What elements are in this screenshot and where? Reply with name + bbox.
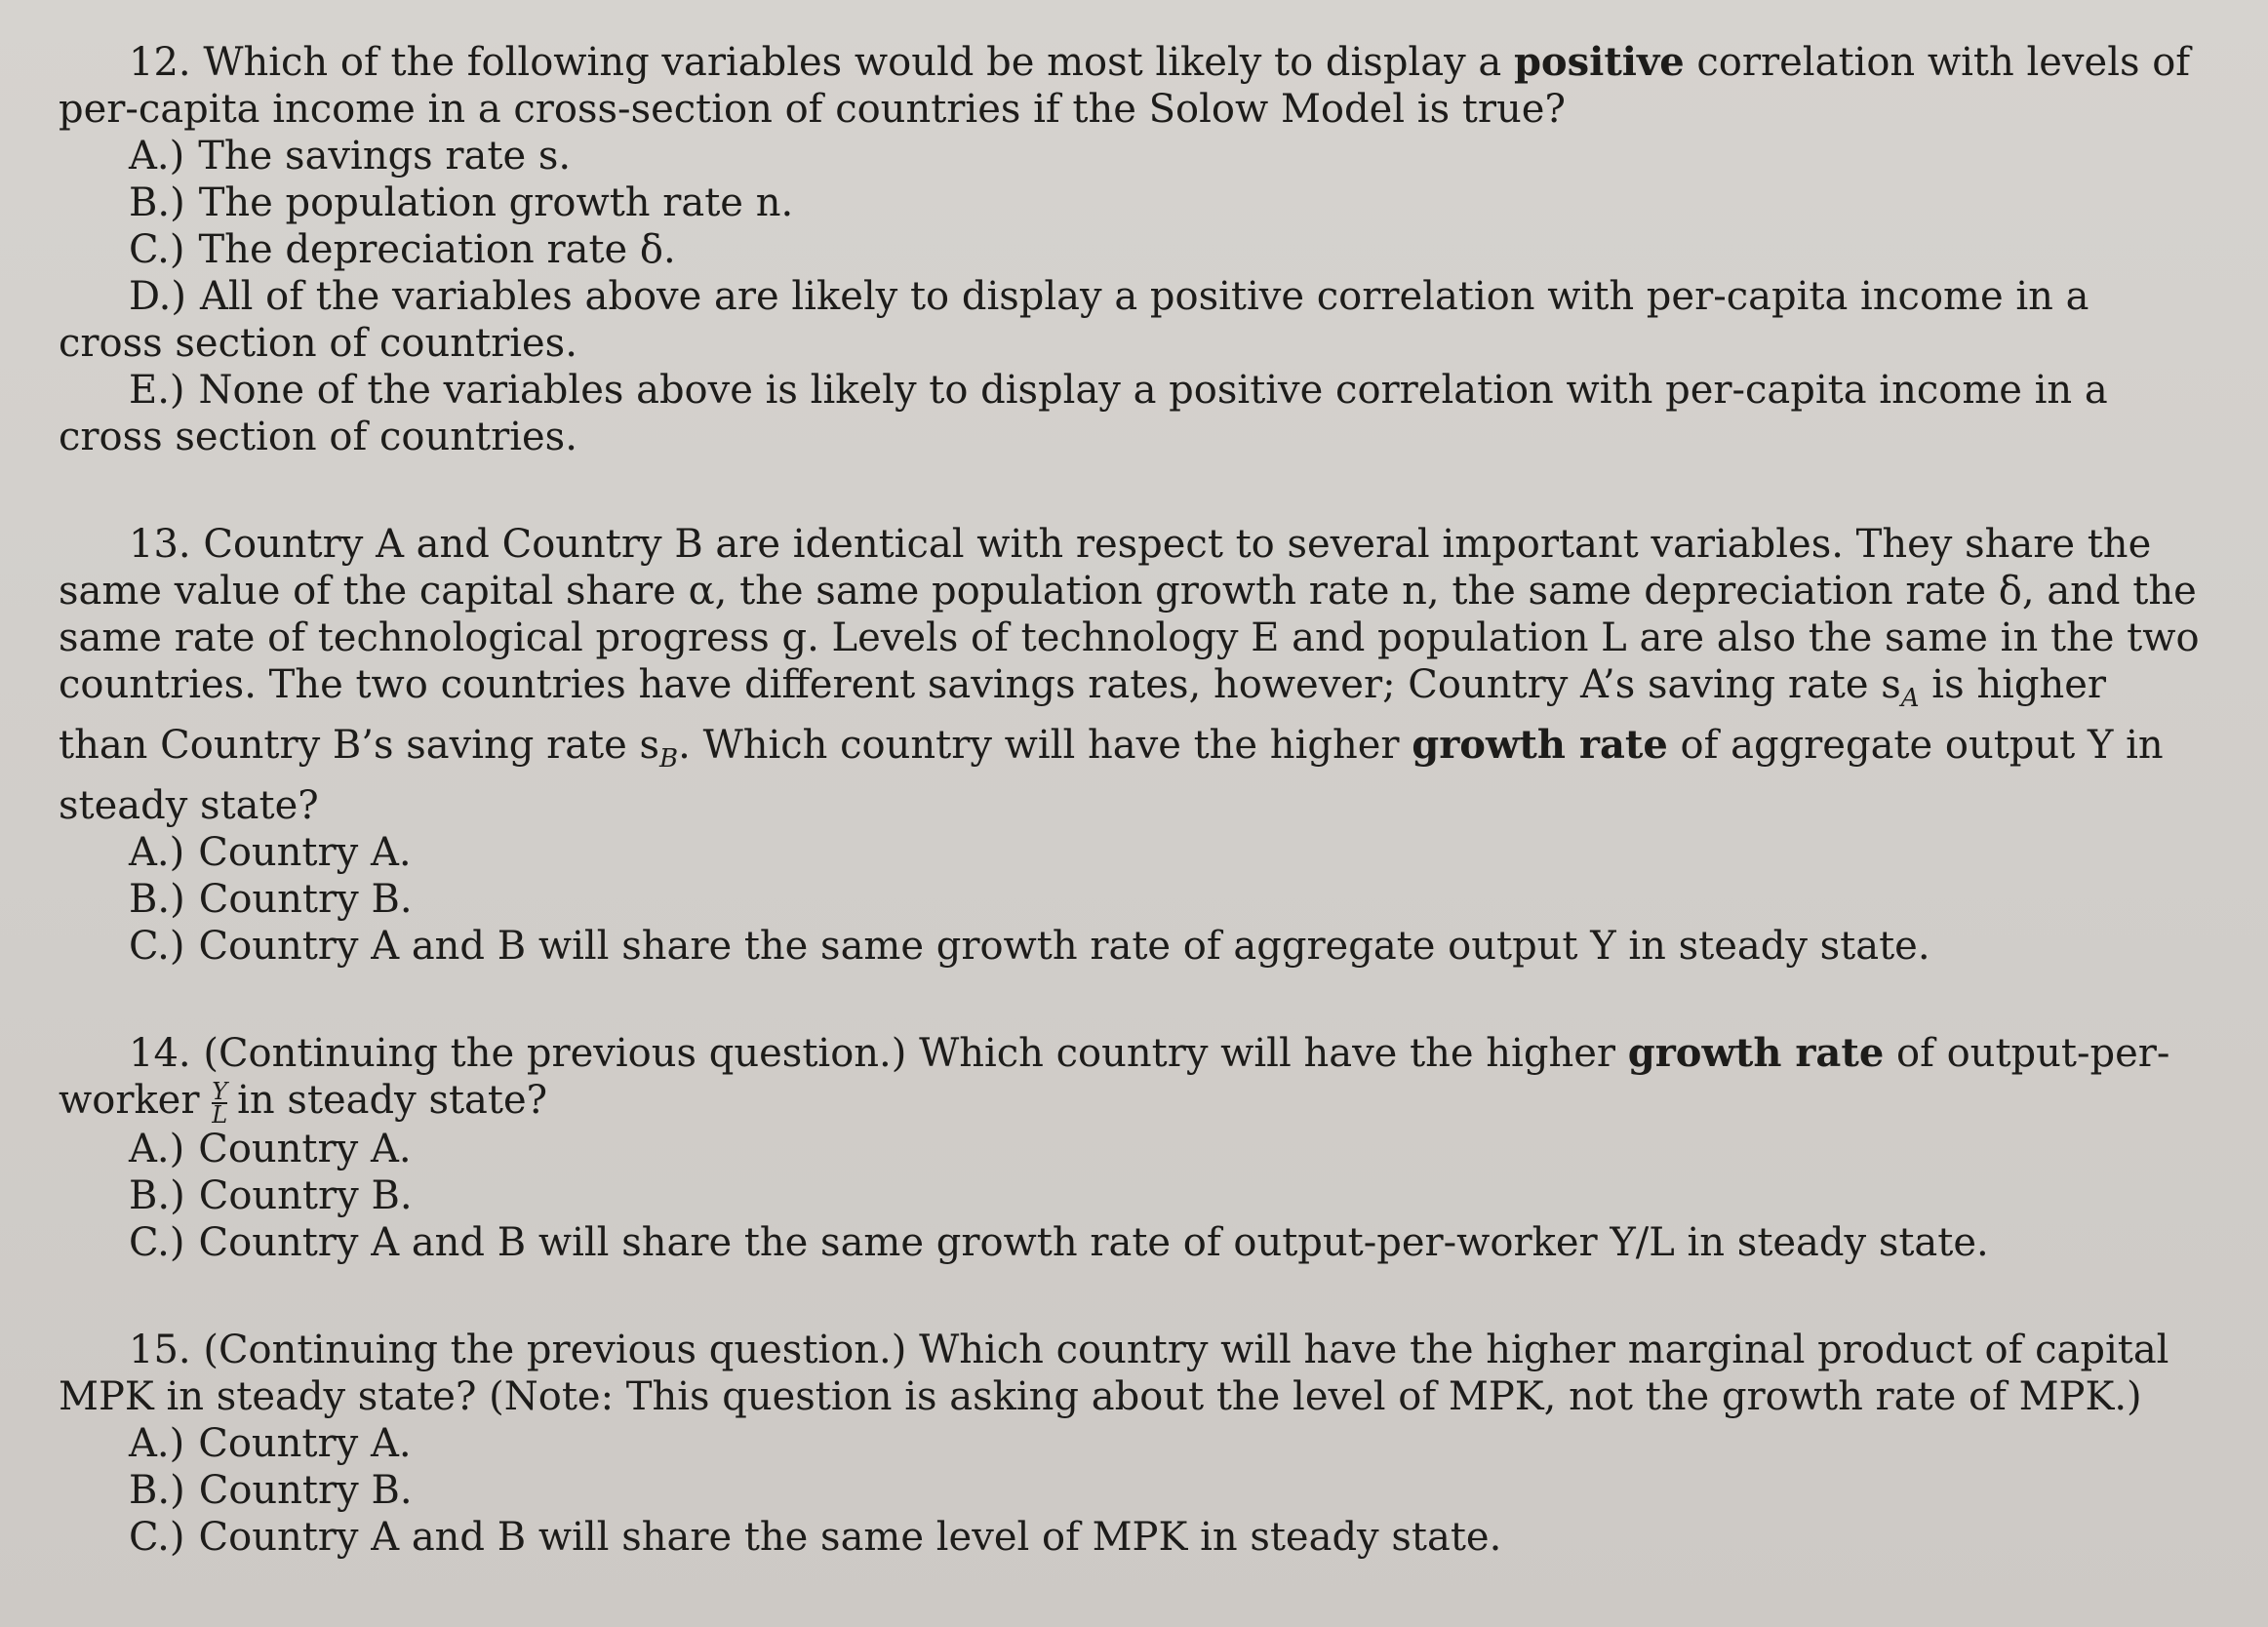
subscript-b: B <box>659 744 679 774</box>
option-a <box>59 133 2200 179</box>
question-14-stem-text-c: in steady state? <box>237 1078 548 1123</box>
option-text: Country B. <box>198 1173 413 1218</box>
question-13 <box>59 521 2200 970</box>
question-12-stem-bold: positive <box>1513 39 1685 85</box>
option-letter: A.) <box>129 830 185 875</box>
option-text: Country A and B will share the same growth rate of output-per-worker Y/L in steady state. <box>198 1220 1989 1265</box>
question-15-stem <box>59 1327 2200 1420</box>
question-12 <box>59 39 2200 460</box>
question-13-stem-text-b: . Which country will have the higher <box>678 723 1400 768</box>
option-letter: A.) <box>129 1127 185 1171</box>
fraction-y-over-l <box>212 1078 228 1129</box>
question-14-stem-bold: growth rate <box>1627 1030 1885 1076</box>
option-d <box>59 273 2200 367</box>
option-text: Country A. <box>198 1421 412 1466</box>
option-letter: A.) <box>129 1421 185 1466</box>
option-letter: B.) <box>129 1173 185 1218</box>
question-13-stem <box>59 521 2200 829</box>
option-b <box>59 876 2200 923</box>
subscript-a: A <box>1900 684 1920 713</box>
option-letter: B.) <box>129 180 185 225</box>
option-letter: E.) <box>129 368 185 413</box>
option-letter: B.) <box>129 1468 185 1513</box>
option-c <box>59 226 2200 273</box>
option-letter: B.) <box>129 877 185 922</box>
option-text: The savings rate s. <box>198 134 572 179</box>
option-text: Country A. <box>198 830 412 875</box>
option-b <box>59 1467 2200 1514</box>
option-b <box>59 1172 2200 1219</box>
question-14 <box>59 1030 2200 1266</box>
question-14-stem-text-a: (Continuing the previous question.) Which country will have the higher <box>203 1031 1615 1076</box>
fraction-numerator: Y <box>212 1078 228 1105</box>
option-text: The depreciation rate δ. <box>198 227 676 272</box>
question-number: 15. <box>129 1328 191 1372</box>
option-a <box>59 829 2200 876</box>
option-c <box>59 1514 2200 1561</box>
option-a <box>59 1126 2200 1172</box>
question-13-stem-text-a: Country A and Country B are identical with respect to several important variables. They share the same value of the capital share α, the same population growth rate n, the same depreciation rate δ, and the same rate of technological progress g. Levels of technology E and population L are also the same in the two countries. The two countries have different savings rates, however; Country A’s saving rate s <box>59 522 2200 707</box>
option-c <box>59 923 2200 970</box>
question-number: 13. <box>129 522 191 567</box>
question-13-stem-bold: growth rate <box>1412 722 1668 768</box>
question-15 <box>59 1327 2200 1561</box>
fraction-denominator: L <box>212 1101 228 1129</box>
option-text: None of the variables above is likely to display a positive correlation with per-capita income in a cross section of countries. <box>59 368 2108 459</box>
question-13-stem-text-c: of aggregate output Y in steady state? <box>59 723 2164 828</box>
question-13-stem-text-mid: is higher than Country B’s saving rate s <box>59 662 2107 768</box>
question-number: 12. <box>129 40 191 85</box>
question-13-options <box>59 829 2200 970</box>
option-letter: D.) <box>129 274 186 319</box>
option-letter: C.) <box>129 227 185 272</box>
option-letter: C.) <box>129 1515 185 1560</box>
option-text: Country A. <box>198 1127 412 1171</box>
option-letter: A.) <box>129 134 185 179</box>
option-a <box>59 1420 2200 1467</box>
option-text: Country B. <box>198 877 413 922</box>
question-15-stem-text-a: (Continuing the previous question.) Which country will have the higher marginal product of capital MPK in steady state? (Note: This question is asking about the level of MPK, not the growth rate of MPK.) <box>59 1328 2169 1419</box>
question-12-options <box>59 133 2200 460</box>
question-12-stem <box>59 39 2200 133</box>
option-text: Country A and B will share the same level of MPK in steady state. <box>198 1515 1502 1560</box>
option-b <box>59 179 2200 226</box>
option-text: Country B. <box>198 1468 413 1513</box>
question-14-options <box>59 1126 2200 1266</box>
option-text: Country A and B will share the same growth rate of aggregate output Y in steady state. <box>198 924 1930 969</box>
option-letter: C.) <box>129 1220 185 1265</box>
question-15-options <box>59 1420 2200 1561</box>
option-text: All of the variables above are likely to display a positive correlation with per-capita income in a cross section of countries. <box>59 274 2089 366</box>
question-14-stem <box>59 1030 2200 1129</box>
question-number: 14. <box>129 1031 191 1076</box>
option-e <box>59 367 2200 460</box>
question-12-stem-text-a: Which of the following variables would be most likely to display a <box>203 40 1502 85</box>
question-14-stem-text-b: of output-per-worker <box>59 1031 2170 1123</box>
option-text: The population growth rate n. <box>198 180 794 225</box>
option-c <box>59 1219 2200 1266</box>
option-letter: C.) <box>129 924 185 969</box>
question-12-stem-text-b: correlation with levels of per-capita income in a cross-section of countries if the Solow Model is true? <box>59 40 2191 132</box>
